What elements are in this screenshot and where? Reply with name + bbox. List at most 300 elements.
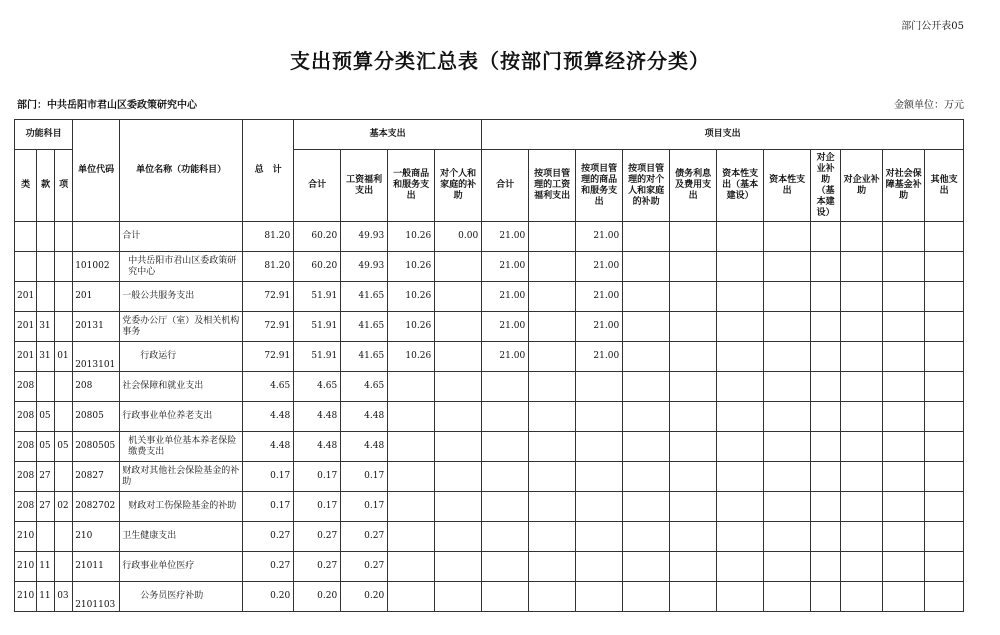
cell-project-capital-basic <box>717 432 764 462</box>
cell-xiang <box>55 372 73 402</box>
cell-lei <box>15 252 37 282</box>
cell-total: 72.91 <box>243 342 294 372</box>
cell-basic-wage: 41.65 <box>341 342 388 372</box>
cell-kuan <box>37 522 55 552</box>
cell-project-wage <box>529 552 576 582</box>
cell-kuan: 27 <box>37 492 55 522</box>
cell-project-person <box>623 492 670 522</box>
cell-project-total <box>482 522 529 552</box>
cell-project-capital <box>764 522 811 552</box>
cell-basic-goods <box>388 462 435 492</box>
cell-unit-code: 101002 <box>73 252 120 282</box>
cell-total: 4.65 <box>243 372 294 402</box>
cell-basic-wage: 0.27 <box>341 522 388 552</box>
cell-basic-goods <box>388 432 435 462</box>
cell-project-enterprise <box>841 462 883 492</box>
cell-project-wage <box>529 342 576 372</box>
table-row <box>15 492 964 522</box>
cell-project-goods <box>576 492 623 522</box>
cell-xiang: 01 <box>55 342 73 372</box>
cell-project-other <box>925 372 964 402</box>
cell-project-total: 21.00 <box>482 282 529 312</box>
cell-project-wage <box>529 402 576 432</box>
cell-project-other <box>925 282 964 312</box>
cell-kuan <box>37 282 55 312</box>
cell-basic-wage: 0.20 <box>341 582 388 612</box>
cell-xiang: 02 <box>55 492 73 522</box>
cell-project-total <box>482 462 529 492</box>
table-row <box>15 342 964 372</box>
cell-basic-goods: 10.26 <box>388 282 435 312</box>
cell-project-other <box>925 312 964 342</box>
cell-unit-name: 财政对其他社会保险基金的补助 <box>120 462 243 492</box>
cell-project-enterprise <box>841 342 883 372</box>
cell-project-wage <box>529 372 576 402</box>
header-project-social-fund: 对社会保障基金补助 <box>883 150 925 222</box>
cell-project-capital-basic <box>717 222 764 252</box>
cell-project-enterprise-basic <box>811 522 841 552</box>
cell-project-debt <box>670 282 717 312</box>
cell-project-capital <box>764 222 811 252</box>
cell-total: 4.48 <box>243 432 294 462</box>
cell-unit-name: 行政事业单位养老支出 <box>120 402 243 432</box>
cell-project-goods <box>576 462 623 492</box>
cell-total: 0.17 <box>243 492 294 522</box>
table-row <box>15 552 964 582</box>
cell-total: 72.91 <box>243 282 294 312</box>
cell-basic-total: 60.20 <box>294 252 341 282</box>
cell-project-person <box>623 252 670 282</box>
cell-basic-wage: 0.17 <box>341 492 388 522</box>
cell-project-capital <box>764 372 811 402</box>
header-basic-wage: 工资福利支出 <box>341 150 388 222</box>
cell-basic-total: 0.27 <box>294 522 341 552</box>
cell-project-enterprise <box>841 522 883 552</box>
header-lei: 类 <box>15 150 37 222</box>
cell-project-other <box>925 582 964 612</box>
cell-project-goods <box>576 552 623 582</box>
cell-project-goods <box>576 432 623 462</box>
header-basic-goods: 一般商品和服务支出 <box>388 150 435 222</box>
cell-project-enterprise-basic <box>811 282 841 312</box>
cell-unit-code: 201 <box>73 282 120 312</box>
cell-project-total: 21.00 <box>482 252 529 282</box>
header-project-enterprise-basic: 对企业补助（基本建设） <box>811 150 841 222</box>
cell-unit-code <box>73 222 120 252</box>
cell-kuan: 31 <box>37 342 55 372</box>
cell-kuan <box>37 252 55 282</box>
cell-basic-goods: 10.26 <box>388 312 435 342</box>
header-project-enterprise: 对企业补助 <box>841 150 883 222</box>
cell-project-debt <box>670 432 717 462</box>
cell-project-other <box>925 252 964 282</box>
cell-xiang <box>55 402 73 432</box>
cell-project-other <box>925 222 964 252</box>
table-row <box>15 432 964 462</box>
cell-project-capital <box>764 552 811 582</box>
cell-kuan: 27 <box>37 462 55 492</box>
cell-project-total <box>482 582 529 612</box>
cell-unit-name: 机关事业单位基本养老保险缴费支出 <box>120 432 243 462</box>
cell-basic-total: 60.20 <box>294 222 341 252</box>
cell-basic-person <box>435 522 482 552</box>
cell-lei: 210 <box>15 522 37 552</box>
cell-project-total: 21.00 <box>482 342 529 372</box>
cell-project-wage <box>529 492 576 522</box>
cell-project-total: 21.00 <box>482 222 529 252</box>
cell-basic-goods <box>388 522 435 552</box>
cell-project-capital-basic <box>717 252 764 282</box>
cell-basic-total: 4.65 <box>294 372 341 402</box>
header-project-goods: 按项目管理的商品和服务支出 <box>576 150 623 222</box>
cell-xiang: 05 <box>55 432 73 462</box>
header-project-person: 按项目管理的对个人和家庭的补助 <box>623 150 670 222</box>
cell-project-other <box>925 402 964 432</box>
cell-project-capital-basic <box>717 312 764 342</box>
cell-lei: 210 <box>15 552 37 582</box>
cell-basic-goods <box>388 402 435 432</box>
cell-unit-name: 行政运行 <box>120 342 243 372</box>
cell-kuan: 11 <box>37 582 55 612</box>
cell-project-capital-basic <box>717 372 764 402</box>
cell-xiang <box>55 522 73 552</box>
cell-project-social-fund <box>883 462 925 492</box>
cell-project-wage <box>529 522 576 552</box>
cell-basic-total: 0.17 <box>294 462 341 492</box>
header-project-other: 其他支出 <box>925 150 964 222</box>
cell-project-debt <box>670 372 717 402</box>
amount-unit-label: 金额单位：万元 <box>894 100 964 111</box>
cell-project-wage <box>529 312 576 342</box>
cell-project-capital-basic <box>717 342 764 372</box>
cell-unit-name: 一般公共服务支出 <box>120 282 243 312</box>
cell-basic-total: 0.17 <box>294 492 341 522</box>
header-project-capital-basic: 资本性支出（基本建设） <box>717 150 764 222</box>
cell-project-social-fund <box>883 252 925 282</box>
cell-project-debt <box>670 462 717 492</box>
cell-basic-wage: 4.48 <box>341 432 388 462</box>
cell-project-capital-basic <box>717 522 764 552</box>
cell-total: 0.20 <box>243 582 294 612</box>
cell-project-other <box>925 432 964 462</box>
cell-project-capital <box>764 432 811 462</box>
cell-unit-code: 20827 <box>73 462 120 492</box>
cell-basic-goods <box>388 552 435 582</box>
cell-project-person <box>623 552 670 582</box>
cell-project-person <box>623 522 670 552</box>
cell-lei: 210 <box>15 582 37 612</box>
cell-project-debt <box>670 402 717 432</box>
cell-project-capital-basic <box>717 582 764 612</box>
cell-project-enterprise <box>841 552 883 582</box>
cell-project-social-fund <box>883 552 925 582</box>
table-row <box>15 522 964 552</box>
cell-project-capital <box>764 342 811 372</box>
cell-project-goods: 21.00 <box>576 222 623 252</box>
cell-project-social-fund <box>883 522 925 552</box>
cell-project-capital <box>764 312 811 342</box>
cell-project-person <box>623 462 670 492</box>
cell-project-enterprise-basic <box>811 342 841 372</box>
cell-xiang <box>55 462 73 492</box>
cell-project-person <box>623 432 670 462</box>
cell-project-social-fund <box>883 372 925 402</box>
cell-basic-person <box>435 342 482 372</box>
table-body <box>15 222 964 612</box>
cell-basic-wage: 0.27 <box>341 552 388 582</box>
cell-project-social-fund <box>883 222 925 252</box>
cell-project-enterprise <box>841 312 883 342</box>
cell-unit-code: 20131 <box>73 312 120 342</box>
cell-unit-name: 公务员医疗补助 <box>120 582 243 612</box>
cell-basic-goods: 10.26 <box>388 222 435 252</box>
cell-project-social-fund <box>883 432 925 462</box>
cell-unit-name: 党委办公厅（室）及相关机构事务 <box>120 312 243 342</box>
cell-project-goods: 21.00 <box>576 312 623 342</box>
table-row <box>15 462 964 492</box>
cell-project-person <box>623 342 670 372</box>
cell-kuan: 05 <box>37 432 55 462</box>
cell-unit-name: 社会保障和就业支出 <box>120 372 243 402</box>
header-unit-code: 单位代码 <box>73 120 120 222</box>
cell-basic-person <box>435 372 482 402</box>
cell-basic-wage: 0.17 <box>341 462 388 492</box>
cell-lei: 201 <box>15 342 37 372</box>
cell-lei: 208 <box>15 372 37 402</box>
cell-lei: 201 <box>15 312 37 342</box>
cell-xiang <box>55 312 73 342</box>
cell-project-capital-basic <box>717 402 764 432</box>
cell-total: 72.91 <box>243 312 294 342</box>
header-basic-group: 基本支出 <box>294 120 482 150</box>
cell-project-total <box>482 492 529 522</box>
cell-project-other <box>925 462 964 492</box>
cell-project-enterprise-basic <box>811 432 841 462</box>
cell-basic-person <box>435 312 482 342</box>
cell-project-capital <box>764 402 811 432</box>
cell-basic-person: 0.00 <box>435 222 482 252</box>
table-row <box>15 282 964 312</box>
cell-project-goods <box>576 522 623 552</box>
cell-project-enterprise-basic <box>811 222 841 252</box>
department-label: 部门：中共岳阳市君山区委政策研究中心 <box>17 100 197 111</box>
cell-project-enterprise-basic <box>811 552 841 582</box>
cell-lei <box>15 222 37 252</box>
cell-project-goods <box>576 582 623 612</box>
cell-project-enterprise-basic <box>811 462 841 492</box>
table-row <box>15 312 964 342</box>
cell-lei: 208 <box>15 492 37 522</box>
cell-project-wage <box>529 462 576 492</box>
cell-project-capital <box>764 582 811 612</box>
header-total: 总 计 <box>243 120 294 222</box>
cell-project-capital-basic <box>717 552 764 582</box>
cell-project-debt <box>670 522 717 552</box>
cell-project-person <box>623 282 670 312</box>
cell-project-other <box>925 522 964 552</box>
header-unit-name: 单位名称（功能科目） <box>120 120 243 222</box>
page-title: 支出预算分类汇总表（按部门预算经济分类） <box>290 49 710 73</box>
cell-project-wage <box>529 582 576 612</box>
cell-basic-person <box>435 552 482 582</box>
header-project-debt: 债务利息及费用支出 <box>670 150 717 222</box>
cell-project-enterprise <box>841 432 883 462</box>
cell-project-enterprise <box>841 492 883 522</box>
cell-project-capital <box>764 282 811 312</box>
cell-basic-total: 51.91 <box>294 312 341 342</box>
cell-project-goods: 21.00 <box>576 252 623 282</box>
cell-project-debt <box>670 312 717 342</box>
cell-kuan: 11 <box>37 552 55 582</box>
header-project-total: 合计 <box>482 150 529 222</box>
cell-project-capital <box>764 492 811 522</box>
cell-kuan: 05 <box>37 402 55 432</box>
header-xiang: 项 <box>55 150 73 222</box>
cell-project-enterprise <box>841 282 883 312</box>
cell-lei: 201 <box>15 282 37 312</box>
cell-total: 0.17 <box>243 462 294 492</box>
cell-project-capital <box>764 252 811 282</box>
cell-project-capital <box>764 462 811 492</box>
cell-basic-person <box>435 492 482 522</box>
cell-basic-goods: 10.26 <box>388 342 435 372</box>
cell-basic-wage: 41.65 <box>341 312 388 342</box>
cell-project-capital-basic <box>717 462 764 492</box>
cell-unit-name: 中共岳阳市君山区委政策研究中心 <box>120 252 243 282</box>
table-row <box>15 222 964 252</box>
cell-project-social-fund <box>883 282 925 312</box>
cell-project-other <box>925 342 964 372</box>
cell-project-social-fund <box>883 342 925 372</box>
cell-project-total <box>482 372 529 402</box>
cell-project-debt <box>670 552 717 582</box>
cell-unit-name: 财政对工伤保险基金的补助 <box>120 492 243 522</box>
cell-project-total <box>482 402 529 432</box>
header-basic-person: 对个人和家庭的补助 <box>435 150 482 222</box>
cell-kuan: 31 <box>37 312 55 342</box>
cell-project-other <box>925 492 964 522</box>
cell-basic-goods <box>388 492 435 522</box>
cell-basic-person <box>435 432 482 462</box>
cell-unit-code: 2101103 <box>73 582 120 612</box>
cell-project-wage <box>529 252 576 282</box>
cell-basic-total: 0.27 <box>294 552 341 582</box>
cell-kuan <box>37 372 55 402</box>
cell-basic-person <box>435 582 482 612</box>
table-row <box>15 402 964 432</box>
cell-project-wage <box>529 222 576 252</box>
cell-basic-goods <box>388 372 435 402</box>
cell-basic-wage: 41.65 <box>341 282 388 312</box>
cell-basic-total: 0.20 <box>294 582 341 612</box>
cell-basic-wage: 4.65 <box>341 372 388 402</box>
cell-project-enterprise <box>841 222 883 252</box>
cell-project-goods <box>576 372 623 402</box>
cell-unit-name: 合计 <box>120 222 243 252</box>
cell-basic-wage: 49.93 <box>341 222 388 252</box>
cell-project-total <box>482 432 529 462</box>
cell-basic-person <box>435 462 482 492</box>
header-func-group: 功能科目 <box>15 120 73 150</box>
cell-project-enterprise-basic <box>811 372 841 402</box>
cell-project-person <box>623 312 670 342</box>
expenditure-table <box>14 119 964 612</box>
cell-basic-goods: 10.26 <box>388 252 435 282</box>
cell-project-enterprise <box>841 372 883 402</box>
table-row <box>15 582 964 612</box>
cell-project-enterprise <box>841 402 883 432</box>
cell-project-wage <box>529 282 576 312</box>
header-kuan: 款 <box>37 150 55 222</box>
cell-project-debt <box>670 582 717 612</box>
cell-basic-wage: 49.93 <box>341 252 388 282</box>
cell-project-person <box>623 582 670 612</box>
cell-project-social-fund <box>883 582 925 612</box>
cell-project-debt <box>670 342 717 372</box>
table-row <box>15 252 964 282</box>
cell-unit-code: 208 <box>73 372 120 402</box>
cell-unit-code: 21011 <box>73 552 120 582</box>
cell-project-person <box>623 372 670 402</box>
cell-project-other <box>925 552 964 582</box>
cell-project-goods: 21.00 <box>576 282 623 312</box>
cell-project-social-fund <box>883 312 925 342</box>
table-row <box>15 372 964 402</box>
header-project-group: 项目支出 <box>482 120 964 150</box>
cell-project-debt <box>670 252 717 282</box>
cell-basic-person <box>435 282 482 312</box>
cell-unit-code: 2080505 <box>73 432 120 462</box>
cell-project-total: 21.00 <box>482 312 529 342</box>
cell-lei: 208 <box>15 462 37 492</box>
cell-project-enterprise-basic <box>811 582 841 612</box>
cell-total: 4.48 <box>243 402 294 432</box>
cell-basic-person <box>435 402 482 432</box>
cell-project-person <box>623 402 670 432</box>
cell-project-enterprise <box>841 252 883 282</box>
cell-total: 0.27 <box>243 522 294 552</box>
cell-project-enterprise-basic <box>811 312 841 342</box>
cell-basic-total: 51.91 <box>294 342 341 372</box>
cell-project-social-fund <box>883 492 925 522</box>
cell-lei: 208 <box>15 402 37 432</box>
header-basic-total: 合计 <box>294 150 341 222</box>
cell-project-enterprise-basic <box>811 252 841 282</box>
cell-project-goods <box>576 402 623 432</box>
cell-total: 0.27 <box>243 552 294 582</box>
cell-xiang: 03 <box>55 582 73 612</box>
cell-basic-goods <box>388 582 435 612</box>
cell-project-enterprise-basic <box>811 492 841 522</box>
cell-basic-total: 4.48 <box>294 402 341 432</box>
cell-unit-code: 20805 <box>73 402 120 432</box>
cell-unit-code: 210 <box>73 522 120 552</box>
cell-basic-wage: 4.48 <box>341 402 388 432</box>
cell-project-social-fund <box>883 402 925 432</box>
cell-xiang <box>55 222 73 252</box>
cell-project-enterprise-basic <box>811 402 841 432</box>
cell-unit-name: 行政事业单位医疗 <box>120 552 243 582</box>
cell-basic-total: 4.48 <box>294 432 341 462</box>
cell-kuan <box>37 222 55 252</box>
cell-xiang <box>55 282 73 312</box>
cell-project-debt <box>670 492 717 522</box>
cell-project-wage <box>529 432 576 462</box>
cell-project-debt <box>670 222 717 252</box>
header-project-capital: 资本性支出 <box>764 150 811 222</box>
cell-unit-code: 2082702 <box>73 492 120 522</box>
cell-total: 81.20 <box>243 222 294 252</box>
